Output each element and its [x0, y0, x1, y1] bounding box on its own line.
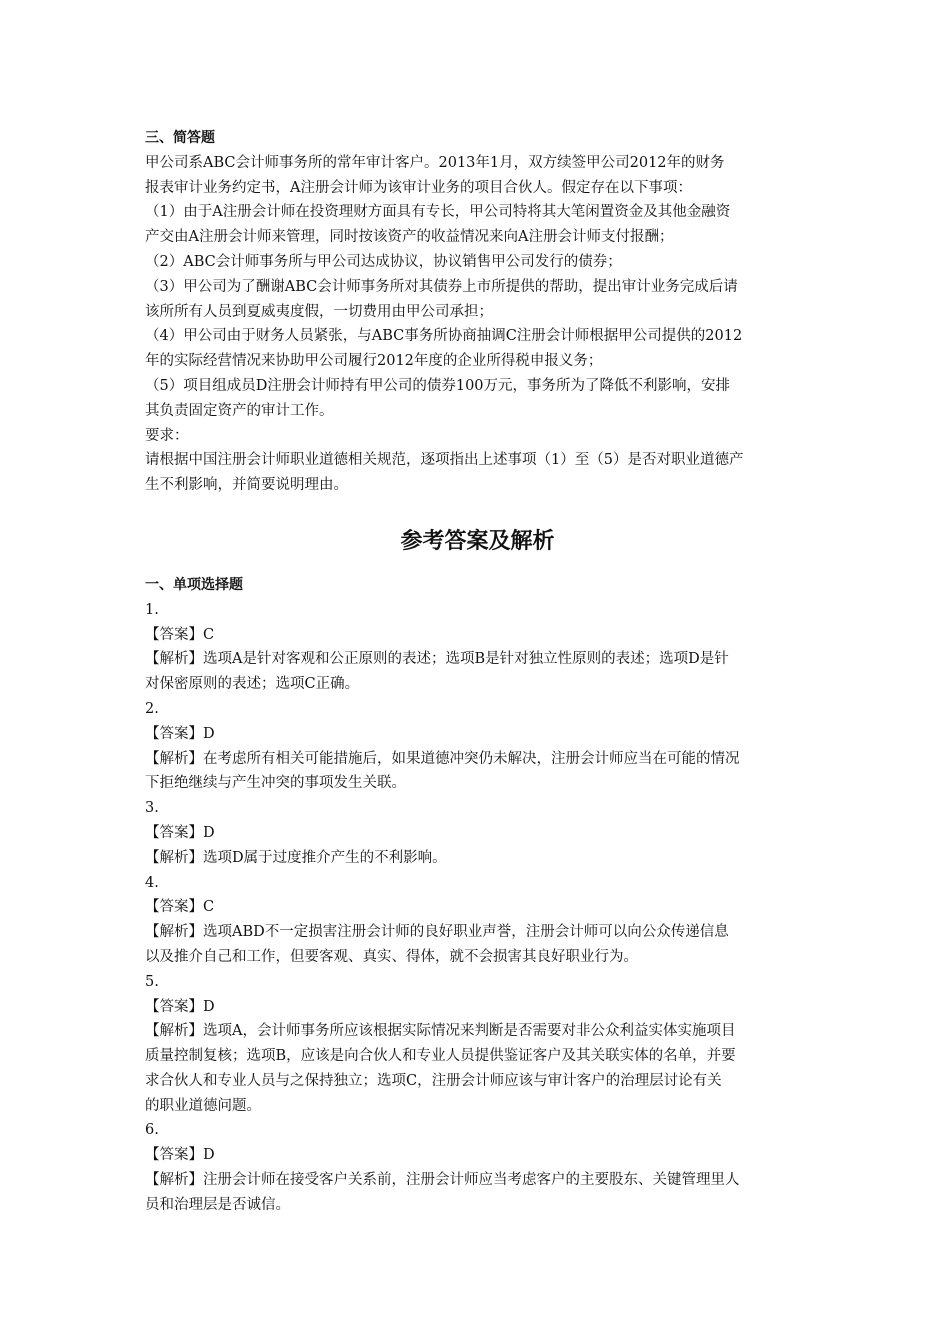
question-line: 请根据中国注册会计师职业道德相关规范，逐项指出上述事项（1）至（5）是否对职业道德产: [145, 452, 744, 469]
question-line: 要求：: [145, 427, 189, 444]
question-line: 该所所有人员到夏威夷度假，一切费用由甲公司承担；: [145, 303, 493, 320]
answer-line: 对保密原则的表述；选项C正确。: [145, 676, 360, 693]
answer-line: 4.: [145, 874, 159, 891]
answer-line: 【解析】选项A是针对客观和公正原则的表述；选项B是针对独立性原则的表述；选项D是针: [145, 651, 729, 668]
section-heading-single-choice: 一、单项选择题: [145, 576, 243, 593]
answer-line: 3.: [145, 800, 159, 817]
question-line: （1）由于A注册会计师在投资理财方面具有专长，甲公司特将其大笔闲置资金及其他金融资: [145, 204, 731, 221]
answer-line: 2.: [145, 700, 159, 717]
question-line: （5）项目组成员D注册会计师持有甲公司的债券100万元，事务所为了降低不利影响，安排: [145, 377, 731, 394]
answer-line: 【答案】D: [145, 998, 215, 1015]
document-page: [145, 126, 810, 1218]
section-heading-short-answer: 三、简答题: [145, 130, 215, 146]
answer-line: 求合伙人和专业人员与之保持独立；选项C，注册会计师应该与审计客户的治理层讨论有关: [145, 1072, 722, 1089]
answer-line: 【答案】D: [145, 1147, 215, 1164]
question-line: 其负责固定资产的审计工作。: [145, 402, 334, 419]
answer-line: 【答案】C: [145, 626, 215, 643]
question-line: （3）甲公司为了酬谢ABC会计师事务所对其债券上市所提供的帮助，提出审计业务完成后请: [145, 278, 738, 295]
answer-line: 下拒绝继续与产生冲突的事项发生关联。: [145, 775, 406, 792]
question-line: 报表审计业务约定书，A注册会计师为该审计业务的项目合伙人。假定存在以下事项：: [145, 179, 692, 196]
answer-line: 的职业道德问题。: [145, 1097, 261, 1114]
answer-line: 5.: [145, 973, 159, 990]
question-line: 生不利影响，并简要说明理由。: [145, 477, 348, 494]
answer-line: 【答案】D: [145, 725, 215, 742]
question-line: 产交由A注册会计师来管理，同时按该资产的收益情况来向A注册会计师支付报酬；: [145, 229, 674, 246]
answer-line: 【解析】选项D属于过度推介产生的不利影响。: [145, 849, 447, 866]
question-body: [145, 151, 810, 498]
answers-title: 参考答案及解析: [400, 528, 555, 554]
answer-line: 【解析】选项ABD不一定损害注册会计师的良好职业声誉，注册会计师可以向公众传递信息: [145, 924, 729, 941]
answer-line: 员和治理层是否诚信。: [145, 1196, 290, 1213]
answer-line: 【答案】C: [145, 899, 215, 916]
answer-line: 6.: [145, 1122, 159, 1139]
answer-line: 【解析】注册会计师在接受客户关系前，注册会计师应当考虑客户的主要股东、关键管理里人: [145, 1172, 740, 1189]
answers-body: [145, 598, 810, 1218]
answer-line: 【答案】D: [145, 824, 215, 841]
answer-line: 【解析】选项A，会计师事务所应该根据实际情况来判断是否需要对非公众利益实体实施项目: [145, 1023, 736, 1040]
answer-line: 【解析】在考虑所有相关可能措施后，如果道德冲突仍未解决，注册会计师应当在可能的情况: [145, 750, 740, 767]
answer-line: 1.: [145, 601, 159, 618]
question-line: 年的实际经营情况来协助甲公司履行2012年度的企业所得税申报义务；: [145, 353, 603, 370]
answer-line: 质量控制复核；选项B，应该是向合伙人和专业人员提供鉴证客户及其关联实体的名单，并要: [145, 1048, 736, 1065]
question-line: 甲公司系ABC会计师事务所的常年审计客户。2013年1月，双方续签甲公司2012年的财务: [145, 154, 725, 171]
question-line: （4）甲公司由于财务人员紧张，与ABC事务所协商抽调C注册会计师根据甲公司提供的2012: [145, 328, 743, 345]
answer-line: 以及推介自己和工作，但要客观、真实、得体，就不会损害其良好职业行为。: [145, 948, 638, 965]
question-line: （2）ABC会计师事务所与甲公司达成协议，协议销售甲公司发行的债券；: [145, 253, 622, 270]
